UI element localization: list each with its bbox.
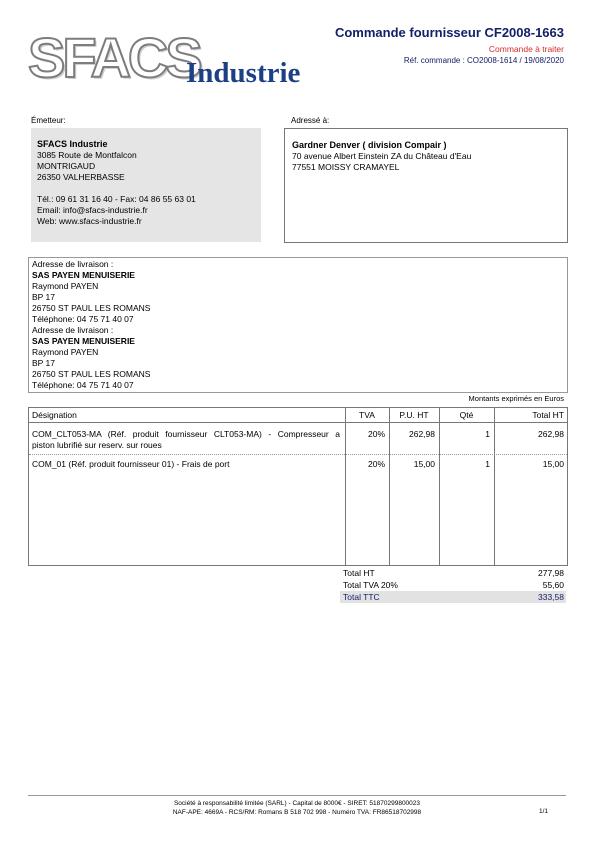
table-row-unit-price: 262,98 bbox=[409, 429, 435, 439]
header-quantity: Qté bbox=[459, 410, 474, 420]
sender-name: SFACS Industrie bbox=[37, 139, 108, 149]
header-tva: TVA bbox=[359, 410, 375, 420]
sender-address-line: 3085 Route de Montfalcon bbox=[37, 150, 137, 160]
header-designation: Désignation bbox=[32, 410, 77, 420]
footer-divider bbox=[28, 795, 566, 796]
logo-sfacs-text: SFACS bbox=[28, 26, 200, 89]
delivery-contact: Raymond PAYEN bbox=[32, 281, 99, 291]
items-table bbox=[28, 407, 568, 566]
total-ttc-value: 333,58 bbox=[538, 592, 564, 602]
delivery-phone: Téléphone: 04 75 71 40 07 bbox=[32, 380, 134, 390]
recipient-address-line: 70 avenue Albert Einstein ZA du Château d'Eau bbox=[292, 151, 472, 161]
designation-line: COM_CLT053-MA (Réf. produit fournisseur CLT053-MA) - Compresseur a bbox=[32, 429, 340, 439]
total-ttc-row bbox=[340, 591, 566, 603]
table-row-designation bbox=[32, 429, 340, 451]
table-row-total: 262,98 bbox=[538, 429, 564, 439]
logo-industrie-text: Industrie bbox=[186, 57, 301, 89]
total-tva-value: 55,60 bbox=[542, 580, 564, 590]
table-row-quantity: 1 bbox=[485, 459, 490, 469]
sender-web: Web: www.sfacs-industrie.fr bbox=[37, 216, 142, 226]
total-tva-label: Total TVA 20% bbox=[343, 580, 398, 590]
delivery-company: SAS PAYEN MENUISERIE bbox=[32, 336, 135, 346]
row-divider bbox=[29, 454, 567, 455]
designation-line: piston lubrifié sur reserv. sur roues bbox=[32, 440, 162, 450]
currency-note: Montants exprimés en Euros bbox=[468, 394, 564, 403]
delivery-city: 26750 ST PAUL LES ROMANS bbox=[32, 369, 151, 379]
company-logo bbox=[28, 26, 318, 90]
table-row-designation: COM_01 (Réf. produit fournisseur 01) - Frais de port bbox=[32, 459, 230, 469]
legal-footer bbox=[28, 799, 566, 817]
header-divider bbox=[29, 422, 567, 423]
table-row-total: 15,00 bbox=[542, 459, 564, 469]
delivery-box bbox=[28, 257, 568, 393]
total-ttc-label: Total TTC bbox=[343, 592, 380, 602]
sender-label: Émetteur: bbox=[31, 116, 66, 125]
total-ht-value: 277,98 bbox=[538, 568, 564, 578]
page-number: 1/1 bbox=[538, 808, 548, 815]
footer-line: Société à responsabilité limitée (SARL) - Capital de 8000€ - SIRET: 51870299800023 bbox=[173, 800, 421, 807]
order-reference: Réf. commande : CO2008-1614 / 19/08/2020 bbox=[403, 56, 564, 65]
delivery-company: SAS PAYEN MENUISERIE bbox=[32, 270, 135, 280]
total-tva-row bbox=[340, 579, 566, 591]
recipient-label: Adressé à: bbox=[291, 116, 330, 125]
recipient-name: Gardner Denver ( division Compair ) bbox=[292, 140, 447, 150]
delivery-box-number: BP 17 bbox=[32, 292, 56, 302]
document-title: Commande fournisseur CF2008-1663 bbox=[334, 25, 564, 40]
sender-email: Email: info@sfacs-industrie.fr bbox=[37, 205, 148, 215]
sender-box bbox=[31, 128, 261, 242]
delivery-box-number: BP 17 bbox=[32, 358, 56, 368]
total-ht-row bbox=[340, 567, 566, 579]
footer-line: NAF-APE: 4669A - RCS/RM: Romans B 518 702 998 - Numéro TVA: FR86518702998 bbox=[172, 809, 422, 816]
recipient-box bbox=[284, 128, 568, 243]
sender-address-line: MONTRIGAUD bbox=[37, 161, 96, 171]
table-row-unit-price: 15,00 bbox=[413, 459, 435, 469]
total-ht-label: Total HT bbox=[343, 568, 375, 578]
document-status: Commande à traiter bbox=[488, 44, 564, 54]
recipient-address-line: 77551 MOISSY CRAMAYEL bbox=[292, 162, 400, 172]
delivery-city: 26750 ST PAUL LES ROMANS bbox=[32, 303, 151, 313]
sender-address-line: 26350 VALHERBASSE bbox=[37, 172, 125, 182]
delivery-label: Adresse de livraison : bbox=[32, 259, 114, 269]
delivery-address bbox=[32, 325, 567, 391]
totals-block bbox=[340, 567, 566, 603]
sender-phone: Tél.: 09 61 31 16 40 - Fax: 04 86 55 63 01 bbox=[37, 194, 196, 204]
table-row-quantity: 1 bbox=[485, 429, 490, 439]
header-total: Total HT bbox=[532, 410, 564, 420]
table-row-tva: 20% bbox=[367, 429, 385, 439]
delivery-phone: Téléphone: 04 75 71 40 07 bbox=[32, 314, 134, 324]
header-unit-price: P.U. HT bbox=[399, 410, 429, 420]
delivery-address bbox=[32, 259, 567, 325]
delivery-contact: Raymond PAYEN bbox=[32, 347, 99, 357]
delivery-label: Adresse de livraison : bbox=[32, 325, 114, 335]
table-row-tva: 20% bbox=[367, 459, 385, 469]
